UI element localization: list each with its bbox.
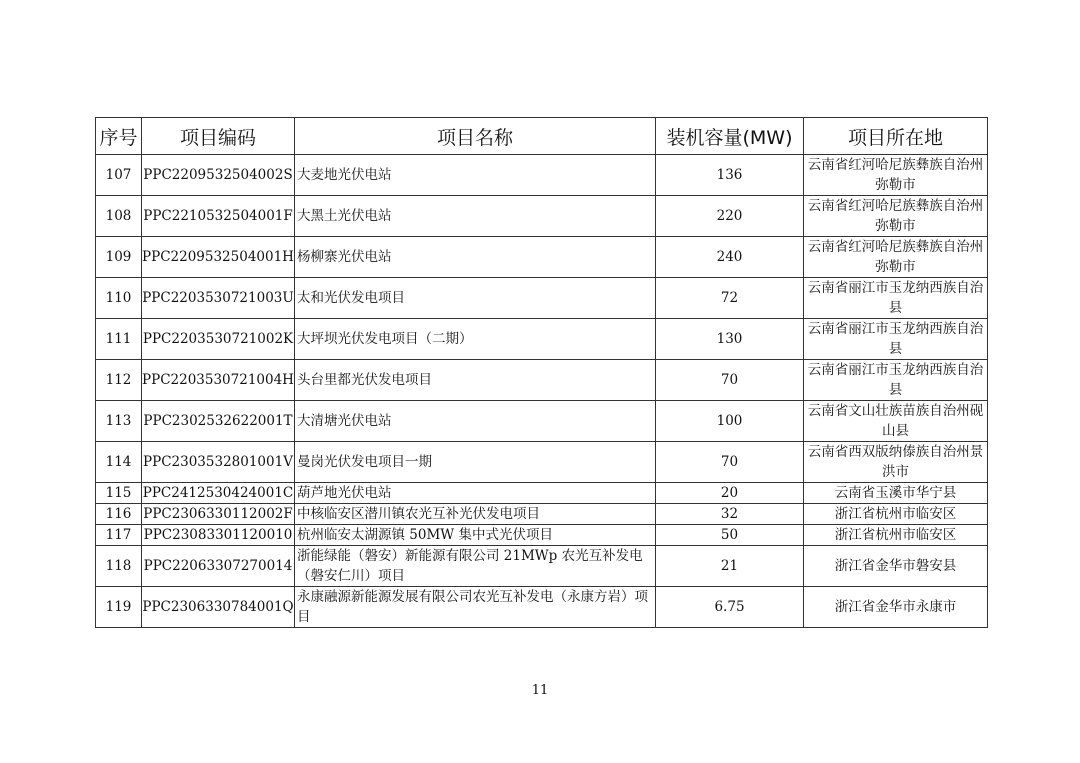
- project-name-cell: 葫芦地光伏电站: [295, 483, 656, 504]
- table-row: [96, 587, 988, 628]
- table-row: [96, 360, 988, 401]
- header-project-name: 项目名称: [295, 118, 656, 155]
- serial-no-cell: 108: [96, 196, 142, 237]
- location-cell: 浙江省杭州市临安区: [804, 525, 988, 546]
- location-cell: 云南省丽江市玉龙纳西族自治县: [804, 360, 988, 401]
- project-table: [95, 117, 988, 628]
- serial-no-cell: 114: [96, 442, 142, 483]
- location-cell: 云南省红河哈尼族彝族自治州弥勒市: [804, 155, 988, 196]
- header-location: 项目所在地: [804, 118, 988, 155]
- header-capacity: 装机容量(MW): [656, 118, 804, 155]
- serial-no-cell: 115: [96, 483, 142, 504]
- project-name-cell: 大坪坝光伏发电项目（二期）: [295, 319, 656, 360]
- project-code-cell: PPC2203530721002K: [142, 319, 295, 360]
- capacity-cell: 72: [656, 278, 804, 319]
- location-cell: 云南省文山壮族苗族自治州砚山县: [804, 401, 988, 442]
- serial-no-cell: 111: [96, 319, 142, 360]
- location-cell: 云南省西双版纳傣族自治州景洪市: [804, 442, 988, 483]
- table-row: [96, 504, 988, 525]
- project-name-cell: 太和光伏发电项目: [295, 278, 656, 319]
- location-cell: 云南省红河哈尼族彝族自治州弥勒市: [804, 237, 988, 278]
- capacity-cell: 220: [656, 196, 804, 237]
- capacity-cell: 6.75: [656, 587, 804, 628]
- serial-no-cell: 116: [96, 504, 142, 525]
- capacity-cell: 130: [656, 319, 804, 360]
- project-name-cell: 浙能绿能（磐安）新能源有限公司 21MWp 农光互补发电（磐安仁川）项目: [295, 546, 656, 587]
- serial-no-cell: 112: [96, 360, 142, 401]
- location-cell: 浙江省杭州市临安区: [804, 504, 988, 525]
- serial-no-cell: 109: [96, 237, 142, 278]
- table-row: [96, 546, 988, 587]
- project-name-cell: 大黑土光伏电站: [295, 196, 656, 237]
- capacity-cell: 50: [656, 525, 804, 546]
- table-row: [96, 155, 988, 196]
- capacity-cell: 240: [656, 237, 804, 278]
- project-code-cell: PPC2209532504001H: [142, 237, 295, 278]
- project-code-cell: PPC2209532504002S: [142, 155, 295, 196]
- serial-no-cell: 119: [96, 587, 142, 628]
- table-row: [96, 196, 988, 237]
- project-name-cell: 中核临安区潜川镇农光互补光伏发电项目: [295, 504, 656, 525]
- capacity-cell: 32: [656, 504, 804, 525]
- serial-no-cell: 107: [96, 155, 142, 196]
- project-name-cell: 大清塘光伏电站: [295, 401, 656, 442]
- capacity-cell: 70: [656, 360, 804, 401]
- project-code-cell: PPC2306330784001Q: [142, 587, 295, 628]
- table-row: [96, 237, 988, 278]
- project-code-cell: PPC2306330112002F: [142, 504, 295, 525]
- header-project-code: 项目编码: [142, 118, 295, 155]
- location-cell: 云南省丽江市玉龙纳西族自治县: [804, 319, 988, 360]
- location-cell: 云南省玉溪市华宁县: [804, 483, 988, 504]
- project-code-cell: PPC2412530424001C: [142, 483, 295, 504]
- capacity-cell: 136: [656, 155, 804, 196]
- table-row: [96, 525, 988, 546]
- table-row: [96, 319, 988, 360]
- location-cell: 浙江省金华市磐安县: [804, 546, 988, 587]
- project-code-cell: PPC2203530721003U: [142, 278, 295, 319]
- location-cell: 浙江省金华市永康市: [804, 587, 988, 628]
- project-code-cell: PPC23083301120010: [142, 525, 295, 546]
- project-name-cell: 永康融源新能源发展有限公司农光互补发电（永康方岩）项目: [295, 587, 656, 628]
- table-row: [96, 483, 988, 504]
- project-name-cell: 头台里都光伏发电项目: [295, 360, 656, 401]
- project-name-cell: 曼岗光伏发电项目一期: [295, 442, 656, 483]
- project-code-cell: PPC2302532622001T: [142, 401, 295, 442]
- capacity-cell: 20: [656, 483, 804, 504]
- project-code-cell: PPC2210532504001F: [142, 196, 295, 237]
- project-code-cell: PPC2303532801001V: [142, 442, 295, 483]
- capacity-cell: 21: [656, 546, 804, 587]
- table-header-row: [96, 118, 988, 155]
- location-cell: 云南省红河哈尼族彝族自治州弥勒市: [804, 196, 988, 237]
- project-name-cell: 大麦地光伏电站: [295, 155, 656, 196]
- table-row: [96, 401, 988, 442]
- page-number: 11: [531, 683, 549, 698]
- capacity-cell: 70: [656, 442, 804, 483]
- project-code-cell: PPC22063307270014: [142, 546, 295, 587]
- project-name-cell: 杭州临安太湖源镇 50MW 集中式光伏项目: [295, 525, 656, 546]
- location-cell: 云南省丽江市玉龙纳西族自治县: [804, 278, 988, 319]
- serial-no-cell: 118: [96, 546, 142, 587]
- header-serial-no: 序号: [96, 118, 142, 155]
- serial-no-cell: 117: [96, 525, 142, 546]
- serial-no-cell: 110: [96, 278, 142, 319]
- project-code-cell: PPC2203530721004H: [142, 360, 295, 401]
- capacity-cell: 100: [656, 401, 804, 442]
- project-name-cell: 杨柳寨光伏电站: [295, 237, 656, 278]
- table-row: [96, 442, 988, 483]
- table-row: [96, 278, 988, 319]
- serial-no-cell: 113: [96, 401, 142, 442]
